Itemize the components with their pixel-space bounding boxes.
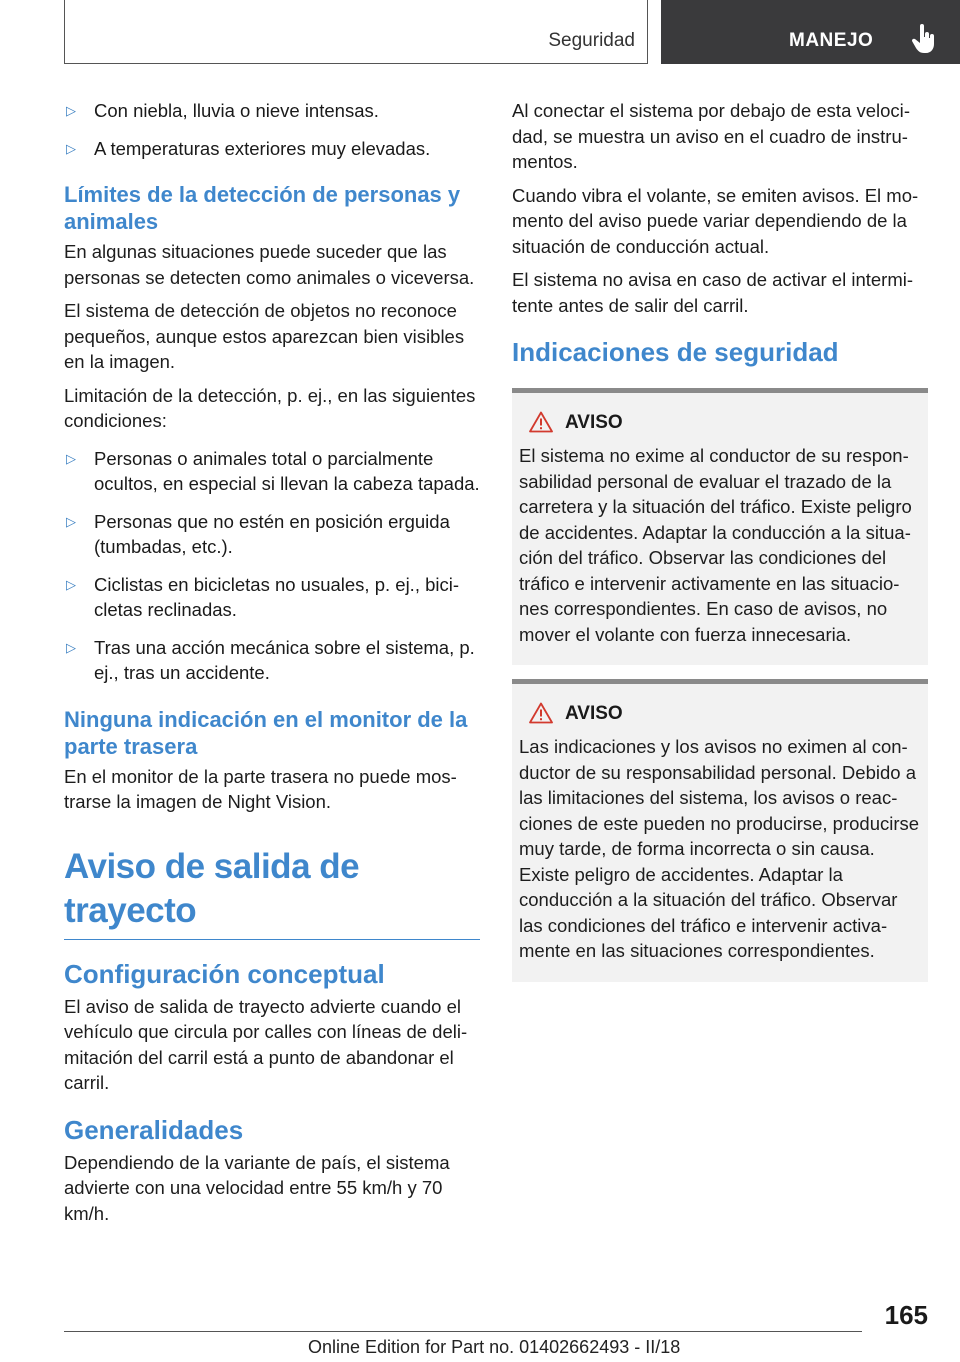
pointing-hand-icon (911, 24, 937, 54)
triangle-bullet-icon: ▷ (66, 576, 76, 592)
warning-triangle-icon (529, 702, 553, 724)
header-chapter-tab (661, 0, 960, 64)
footer-divider (64, 1331, 862, 1332)
warning-text: El sistema no exime al conductor de su responsabilidad personal de evaluar el trazado de la carretera y la situación del tráfico. Existe peligro de accidentes. Adaptar la conducción a la situación del tráfico. Observar las condiciones del tráfico e intervenir activamente en las situaciones correspondientes. En caso de avisos, no mover el volante con fuerza innecesaria. (519, 445, 912, 645)
triangle-bullet-icon: ▷ (66, 513, 76, 529)
right-column (512, 98, 928, 996)
heading-detection-limits: Límites de la detección de personas y animales (64, 182, 461, 234)
list-item: ▷ Personas que no estén en posición erguida (tumbadas, etc.). (66, 510, 450, 557)
warning-box (512, 679, 928, 982)
list-item: ▷ Con niebla, lluvia o nieve intensas. (64, 98, 480, 124)
list-item: ▷ Personas o animales total o parcialmente ocultos, en especial si llevan la cabeza tapada. (66, 447, 480, 494)
heading-general: Generalidades (64, 1114, 244, 1145)
header-section-title: Seguridad (548, 30, 635, 51)
chapter-title: Aviso de salida de trayecto (64, 845, 480, 940)
heading-rear-monitor: Ninguna indicación en el monitor de la parte trasera (64, 706, 468, 759)
paragraph: En el monitor de la parte trasera no puede mostrarse la imagen de Night Vision. (64, 765, 457, 812)
list-item: ▷ Tras una acción mecánica sobre el sistema, p. ej., tras un accidente. (66, 636, 475, 683)
paragraph: Al conectar el sistema por debajo de esta velocidad, se muestra un aviso en el cuadro de instrumentos. (512, 100, 910, 172)
triangle-bullet-icon: ▷ (66, 103, 76, 118)
header-section-box (64, 0, 648, 64)
warning-triangle-icon (529, 411, 553, 433)
footer-edition: Online Edition for Part no. 01402662493 - II/18 (308, 1337, 681, 1357)
warning-title: AVISO (565, 412, 623, 433)
triangle-bullet-icon: ▷ (66, 140, 76, 156)
paragraph: Limitación de la detección, p. ej., en las siguientes condiciones: (64, 384, 476, 431)
warning-title: AVISO (565, 703, 623, 724)
list-item: ▷ A temperaturas exteriores muy elevadas. (64, 136, 480, 162)
header-chapter-label: MANEJO (789, 30, 874, 51)
paragraph: El sistema no avisa en caso de activar el intermitente antes de salir del carril. (512, 269, 914, 316)
triangle-bullet-icon: ▷ (66, 639, 76, 655)
paragraph: Dependiendo de la variante de país, el sistema advierte con una velocidad entre 55 km/h y 70 km/h. (64, 1151, 450, 1224)
paragraph: Cuando vibra el volante, se emiten avisos. El momento del aviso puede variar dependiendo de la situación de conducción actual. (512, 184, 919, 257)
left-column (64, 98, 480, 1234)
paragraph: En algunas situaciones puede suceder que las personas se detecten como animales o viceversa. (64, 241, 475, 288)
paragraph: El sistema de detección de objetos no reconoce pequeños, aunque estos aparezcan bien visibles en la imagen. (64, 300, 465, 372)
heading-concept: Configuración conceptual (64, 958, 385, 989)
heading-safety: Indicaciones de seguridad (512, 337, 839, 367)
page-number: 165 (884, 1300, 928, 1330)
list-item: ▷ Ciclistas en bicicletas no usuales, p. ej., bicicletas reclinadas. (66, 573, 460, 620)
paragraph: El aviso de salida de trayecto advierte cuando el vehículo que circula por calles con líneas de delimitación del carril está a punto de abandonar el carril. (64, 995, 468, 1093)
warning-text: Las indicaciones y los avisos no eximen al conductor de su responsabilidad personal. Debido a las limitaciones del sistema, los avisos o reacciones de este pueden no producirse, producirse muy tarde, de forma incorrecta o sin causa. Existe peligro de accidentes. Adaptar la conducción a la situación del tráfico. Observar las condiciones del tráfico e intervenir activamente en las situaciones correspondientes. (519, 736, 920, 961)
triangle-bullet-icon: ▷ (66, 450, 76, 466)
warning-box (512, 388, 928, 665)
